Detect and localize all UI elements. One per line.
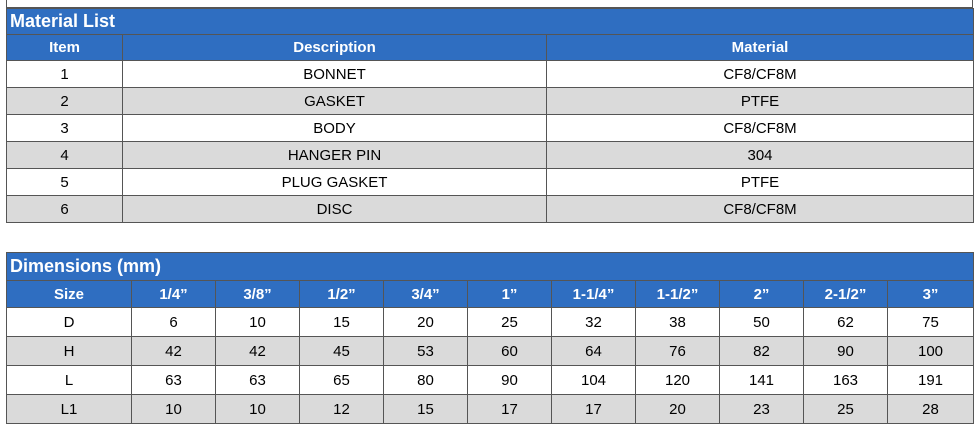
cell-size-1-1-4: 104 <box>552 366 636 395</box>
cell-item: 5 <box>7 169 123 196</box>
cell-description: PLUG GASKET <box>123 169 547 196</box>
cell-description: BONNET <box>123 61 547 88</box>
cell-size-1-2: 15 <box>300 308 384 337</box>
cell-size-1: 60 <box>468 337 552 366</box>
cell-size-3: 75 <box>888 308 974 337</box>
cell-size-1: 25 <box>468 308 552 337</box>
cell-description: GASKET <box>123 88 547 115</box>
column-header-size-3: 3” <box>888 281 974 308</box>
cell-material: 304 <box>547 142 974 169</box>
table-row <box>7 115 974 142</box>
cell-size-1-4: 6 <box>132 308 216 337</box>
cell-size-2-1-2: 163 <box>804 366 888 395</box>
cell-size-3-8: 10 <box>216 395 300 424</box>
cell-size-1-2: 65 <box>300 366 384 395</box>
table-row <box>7 308 974 337</box>
column-header-size-3-8: 3/8” <box>216 281 300 308</box>
cell-size-3-8: 42 <box>216 337 300 366</box>
column-header-size-1-2: 1/2” <box>300 281 384 308</box>
cell-size: H <box>7 337 132 366</box>
cell-material: CF8/CF8M <box>547 115 974 142</box>
cell-size-3-8: 63 <box>216 366 300 395</box>
table-row <box>7 395 974 424</box>
table-row <box>7 88 974 115</box>
cell-size-2-1-2: 25 <box>804 395 888 424</box>
cell-size-3: 100 <box>888 337 974 366</box>
cell-size: L1 <box>7 395 132 424</box>
column-header-description: Description <box>123 35 547 61</box>
column-header-material: Material <box>547 35 974 61</box>
material-list-table <box>6 8 974 223</box>
column-header-size: Size <box>7 281 132 308</box>
table-row <box>7 366 974 395</box>
cell-size-3: 28 <box>888 395 974 424</box>
cell-size-1-1-2: 38 <box>636 308 720 337</box>
table-row <box>7 337 974 366</box>
cell-size-1-4: 42 <box>132 337 216 366</box>
cell-size-1-2: 45 <box>300 337 384 366</box>
cell-size-3-4: 15 <box>384 395 468 424</box>
cell-size: L <box>7 366 132 395</box>
cell-size-1-4: 63 <box>132 366 216 395</box>
cell-size-2: 50 <box>720 308 804 337</box>
cell-item: 4 <box>7 142 123 169</box>
table-row <box>7 196 974 223</box>
cell-size-1-1-2: 20 <box>636 395 720 424</box>
cell-size-1-4: 10 <box>132 395 216 424</box>
cell-size-1-1-4: 32 <box>552 308 636 337</box>
dimensions-title: Dimensions (mm) <box>7 253 974 281</box>
cell-size-1-1-4: 64 <box>552 337 636 366</box>
cell-size-3-4: 53 <box>384 337 468 366</box>
column-header-size-2-1-2: 2-1/2” <box>804 281 888 308</box>
cell-size-3-4: 20 <box>384 308 468 337</box>
cell-size-2: 23 <box>720 395 804 424</box>
cell-size-2: 141 <box>720 366 804 395</box>
cell-size-1-1-2: 120 <box>636 366 720 395</box>
column-header-size-1-1-4: 1-1/4” <box>552 281 636 308</box>
top-rule <box>6 0 973 8</box>
cell-material: PTFE <box>547 88 974 115</box>
column-header-size-1: 1” <box>468 281 552 308</box>
column-header-size-1-4: 1/4” <box>132 281 216 308</box>
cell-size-3-8: 10 <box>216 308 300 337</box>
cell-size-1: 17 <box>468 395 552 424</box>
cell-material: PTFE <box>547 169 974 196</box>
cell-material: CF8/CF8M <box>547 61 974 88</box>
cell-description: BODY <box>123 115 547 142</box>
column-header-size-3-4: 3/4” <box>384 281 468 308</box>
cell-size-1-2: 12 <box>300 395 384 424</box>
table-row <box>7 169 974 196</box>
column-header-size-2: 2” <box>720 281 804 308</box>
cell-size-2-1-2: 90 <box>804 337 888 366</box>
cell-item: 1 <box>7 61 123 88</box>
cell-size-2: 82 <box>720 337 804 366</box>
cell-size-1: 90 <box>468 366 552 395</box>
cell-size-2-1-2: 62 <box>804 308 888 337</box>
cell-description: HANGER PIN <box>123 142 547 169</box>
column-header-size-1-1-2: 1-1/2” <box>636 281 720 308</box>
cell-size-1-1-4: 17 <box>552 395 636 424</box>
cell-size: D <box>7 308 132 337</box>
cell-size-3-4: 80 <box>384 366 468 395</box>
table-row <box>7 61 974 88</box>
cell-description: DISC <box>123 196 547 223</box>
cell-size-1-1-2: 76 <box>636 337 720 366</box>
cell-item: 2 <box>7 88 123 115</box>
material-list-title: Material List <box>7 9 974 35</box>
table-row <box>7 142 974 169</box>
cell-item: 6 <box>7 196 123 223</box>
column-header-item: Item <box>7 35 123 61</box>
dimensions-table <box>6 252 974 424</box>
cell-material: CF8/CF8M <box>547 196 974 223</box>
cell-size-3: 191 <box>888 366 974 395</box>
cell-item: 3 <box>7 115 123 142</box>
